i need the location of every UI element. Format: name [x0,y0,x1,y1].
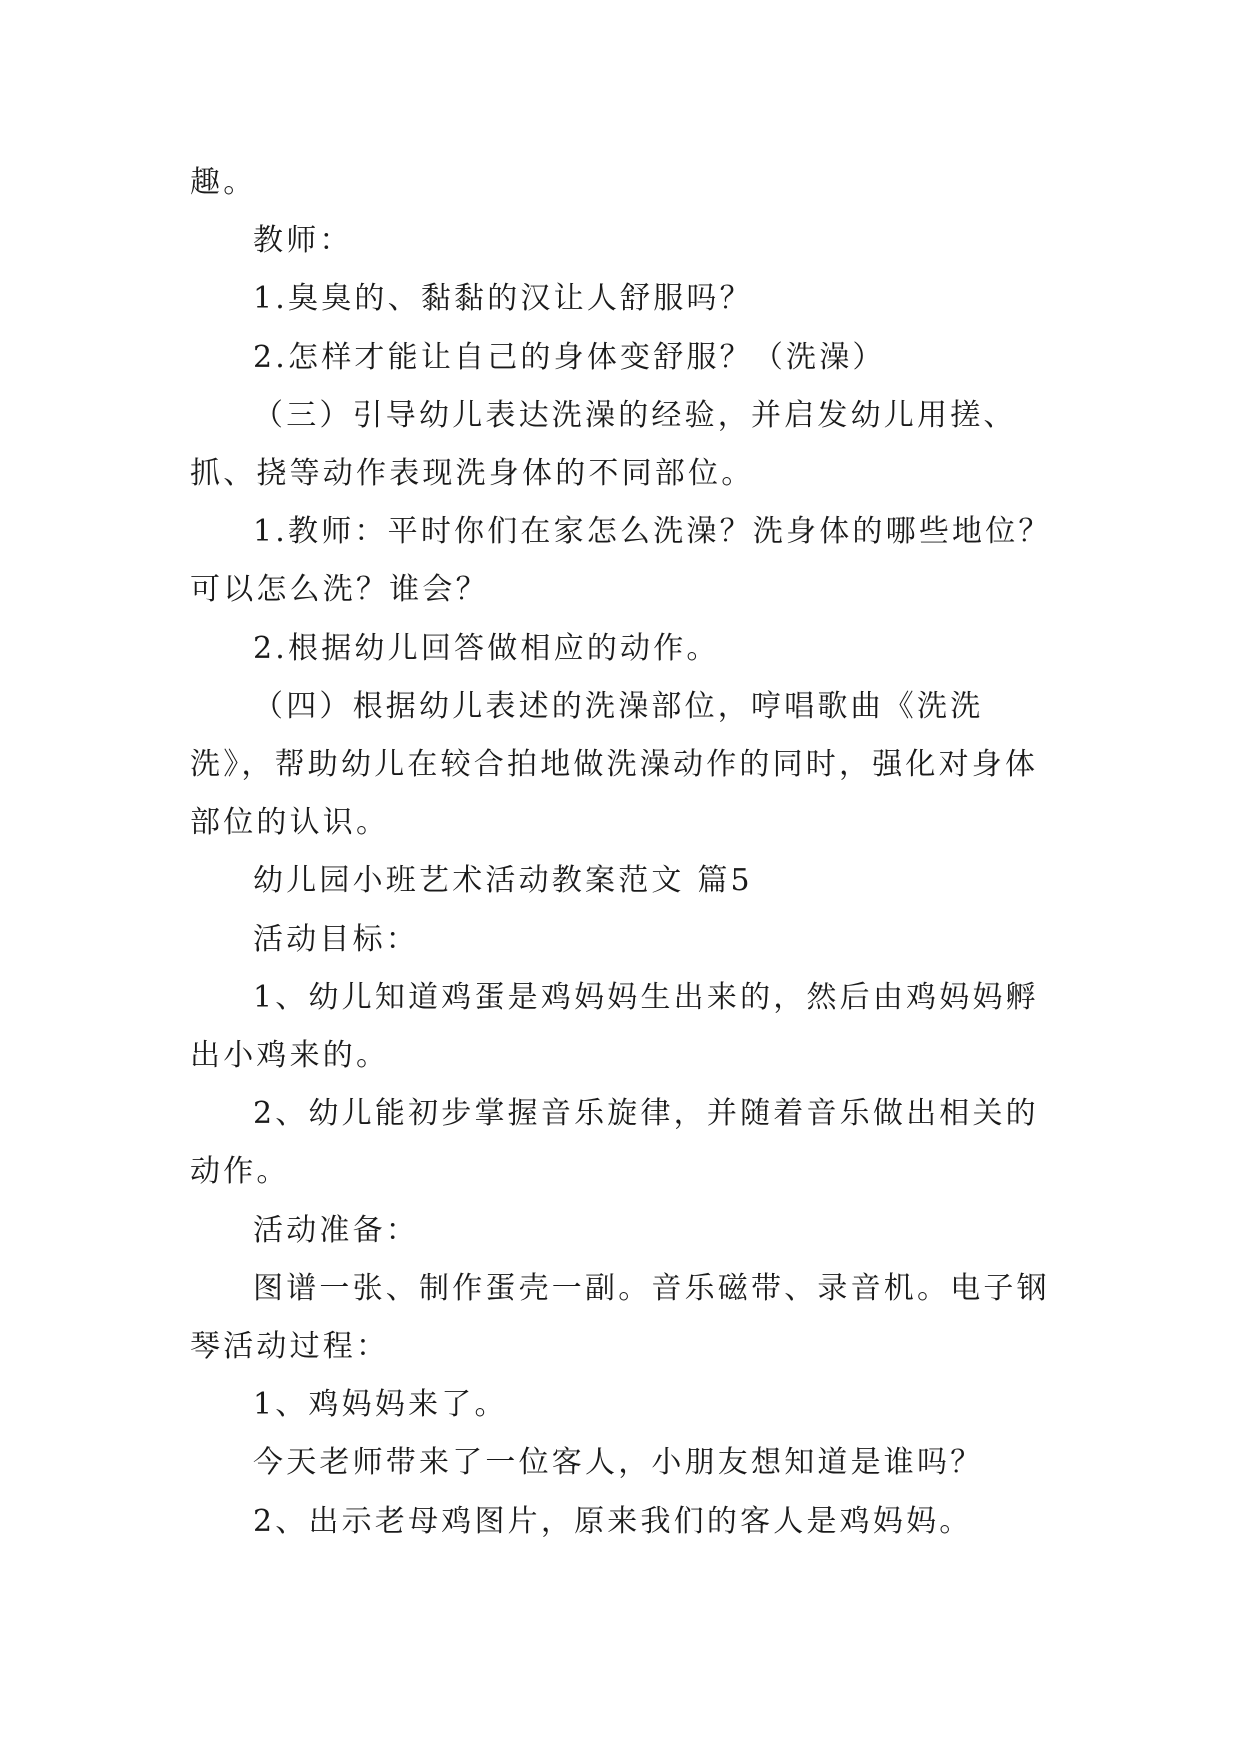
paragraph-goals-heading: 活动目标： [253,921,419,957]
paragraph-process-step-2: 2、出示老母鸡图片，原来我们的客人是鸡妈妈。 [253,1503,973,1539]
paragraph-section-4: （四）根据幼儿表述的洗澡部位，哼唱歌曲《洗洗洗》，帮助幼儿在较合拍地做洗澡动作的同时，强化对身体部位的认识。 [190,688,1039,841]
paragraph-continuation: 趣。 [190,165,257,200]
paragraph-lesson-title: 幼儿园小班艺术活动教案范文 篇5 [253,863,753,899]
document-body [190,154,1056,1551]
paragraph-section-3-item-2: 2.根据幼儿回答做相应的动作。 [253,630,720,666]
paragraph-process-step-1: 1、鸡妈妈来了。 [253,1387,508,1423]
paragraph-preparation-items: 图谱一张、制作蛋壳一副。音乐磁带、录音机。电子钢琴活动过程： [190,1270,1050,1365]
paragraph-section-3-item-1: 1.教师：平时你们在家怎么洗澡？洗身体的哪些地位？可以怎么洗？谁会？ [190,514,1052,608]
paragraph-goal-1: 1、幼儿知道鸡蛋是鸡妈妈生出来的，然后由鸡妈妈孵出小鸡来的。 [190,979,1039,1074]
paragraph-goal-2: 2、幼儿能初步掌握音乐旋律，并随着音乐做出相关的动作。 [190,1096,1039,1190]
paragraph-section-3: （三）引导幼儿表达洗澡的经验，并启发幼儿用搓、抓、挠等动作表现洗身体的不同部位。 [190,397,1017,492]
paragraph-process-step-1-text: 今天老师带来了一位客人，小朋友想知道是谁吗？ [253,1445,984,1481]
paragraph-question-1: 1.臭臭的、黏黏的汉让人舒服吗？ [253,281,753,317]
paragraph-teacher-label: 教师： [253,223,353,259]
paragraph-preparation-heading: 活动准备： [253,1212,419,1248]
paragraph-question-2: 2.怎样才能让自己的身体变舒服？（洗澡） [253,339,886,375]
